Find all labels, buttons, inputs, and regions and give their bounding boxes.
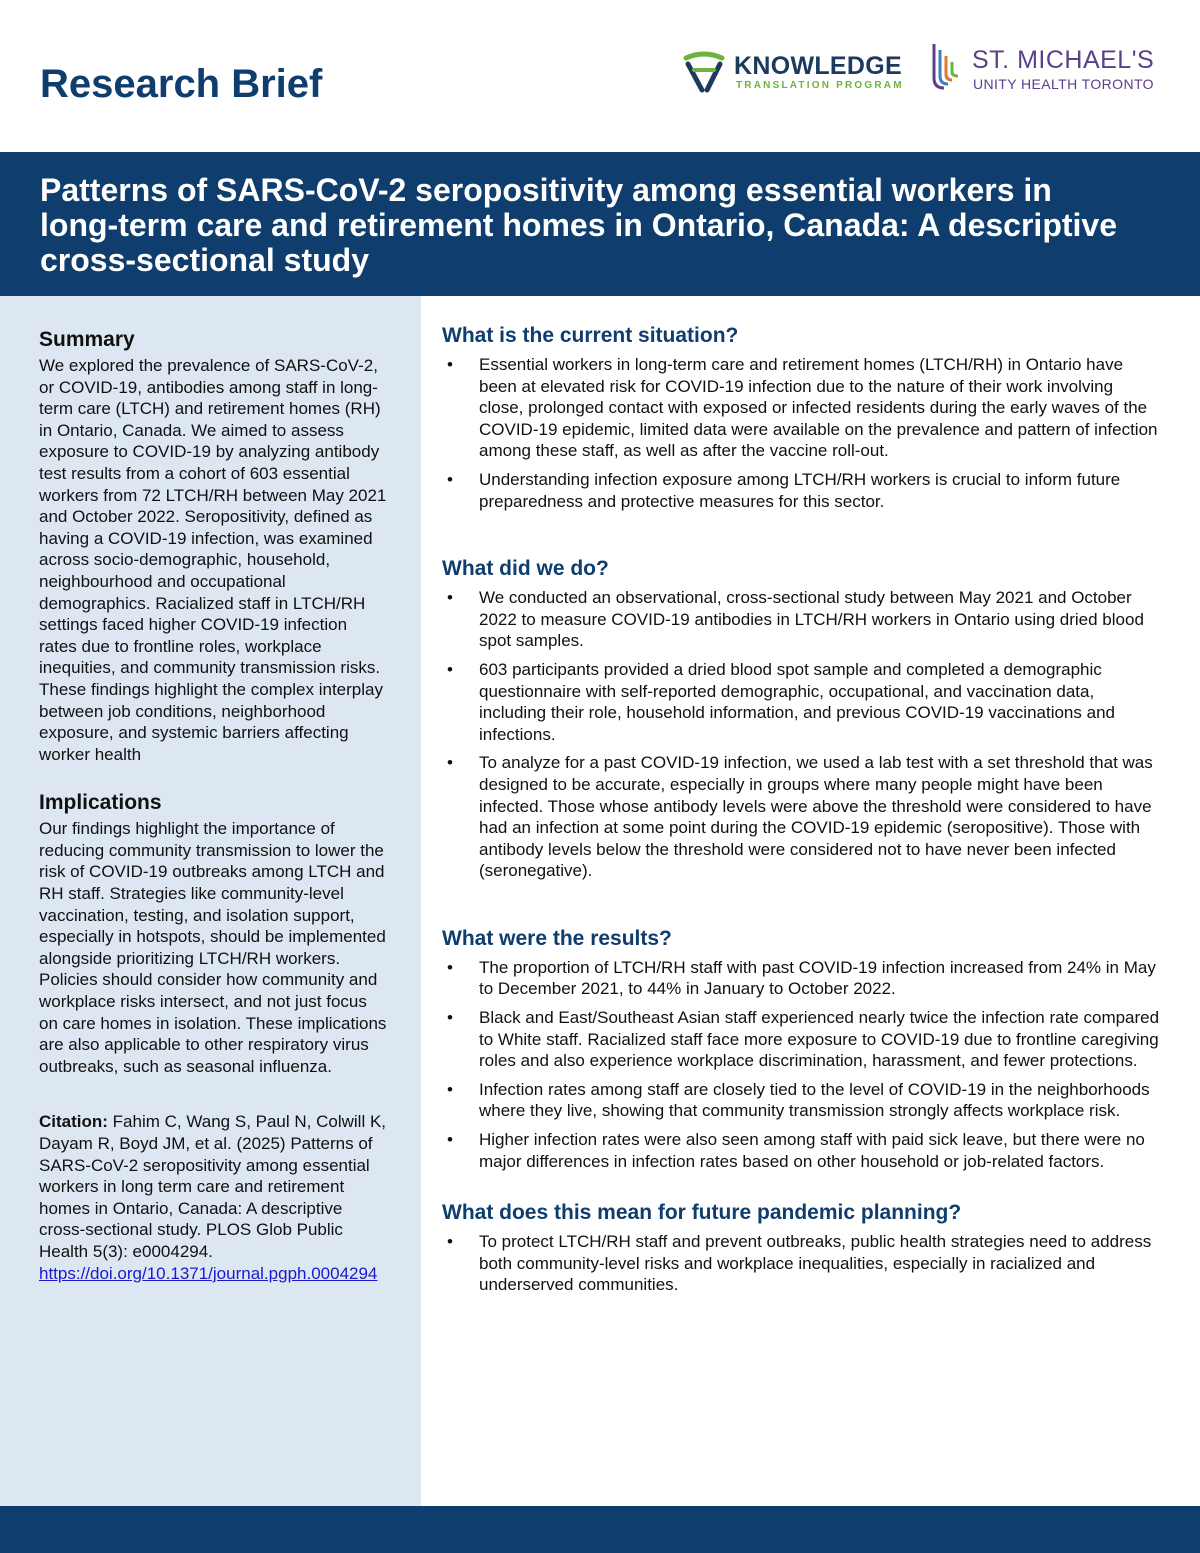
main-content [442, 324, 1162, 1303]
bullet-list [442, 1231, 1162, 1296]
section-heading: What were the results? [442, 926, 672, 950]
section-current-situation [442, 324, 1162, 512]
bullet-item: • Higher infection rates were also seen among staff with paid sick leave, but there were no major differences in infection rates based on other household or job-related factors. [442, 1129, 1162, 1172]
study-title: Patterns of SARS-CoV-2 seropositivity among essential workers in long-term care and retirement homes in Ontario, Canada: A descriptive cross-sectional study [40, 172, 1117, 278]
citation-doi-link[interactable]: https://doi.org/10.1371/journal.pgph.0004294 [39, 1263, 378, 1283]
bullet-list [442, 957, 1162, 1172]
section-heading: What is the current situation? [442, 324, 739, 347]
title-banner [0, 152, 1200, 296]
st-michaels-logo-subtitle: UNITY HEALTH TORONTO [973, 76, 1154, 92]
bullet-list [442, 587, 1162, 882]
sidebar [0, 296, 421, 1506]
bullet-item: • 603 participants provided a dried blood spot sample and completed a demographic questionnaire with self-reported demographic, occupational, and vaccination data, including their role, household information, and previous COVID-19 vaccinations and infections. [442, 659, 1162, 745]
st-michaels-logo-name: ST. MICHAEL'S [972, 46, 1155, 74]
ktp-logo-subtitle: TRANSLATION PROGRAM [736, 80, 904, 91]
bullet-item: • Essential workers in long-term care and retirement homes (LTCH/RH) in Ontario have been at elevated risk for COVID-19 infection due to the nature of their work involving close, prolonged contact with exposed or infected residents during the early waves of the COVID-19 epidemic, limited data were available on the prevalence and pattern of infection among these staff, as well as after the vaccine roll-out. [442, 354, 1162, 462]
page-header [0, 0, 1200, 152]
citation [39, 1111, 389, 1284]
bullet-item: • We conducted an observational, cross-sectional study between May 2021 and October 2022 to measure COVID-19 antibodies in LTCH/RH workers in Ontario using dried blood spot samples. [442, 587, 1162, 652]
ktp-logo-name: KNOWLEDGE [734, 52, 902, 80]
st-michaels-logo [928, 40, 1178, 96]
section-heading: What did we do? [442, 557, 609, 581]
ktp-logo-icon [680, 48, 728, 98]
bullet-item: • Infection rates among staff are closely tied to the level of COVID-19 in the neighborhoods where they live, showing that community transmission strongly affects workplace risk. [442, 1079, 1162, 1122]
citation-text: Fahim C, Wang S, Paul N, Colwill K, Dayam R, Boyd JM, et al. (2025) Patterns of SARS-CoV-2 seropositivity among essential workers in long term care and retirement homes in Ontario, Canada: A descriptive cross-sectional study. PLOS Glob Public Health 5(3): e0004294. [39, 1112, 387, 1261]
citation-label: Citation: [39, 1112, 108, 1132]
st-michaels-logo-icon [928, 40, 966, 94]
summary-text: We explored the prevalence of SARS-CoV-2, or COVID-19, antibodies among staff in long-term care (LTCH) and retirement homes (RH) in Ontario, Canada. We aimed to assess exposure to COVID-19 by analyzing antibody test results from a cohort of 603 essential workers from 72 LTCH/RH between May 2021 and October 2022. Seropositivity, defined as having a COVID-19 infection, was examined across socio-demographic, household, neighbourhood and occupational demographics. Racialized staff in LTCH/RH settings faced higher COVID-19 infection rates due to frontline roles, workplace inequities, and community transmission risks. These findings highlight the complex interplay between job conditions, neighborhood exposure, and systemic barriers affecting worker health [39, 356, 387, 764]
implications-text: Our findings highlight the importance of reducing community transmission to lower the risk of COVID-19 outbreaks among LTCH and RH staff. Strategies like community-level vaccination, testing, and isolation support, especially in hotspots, should be implemented alongside prioritizing LTCH/RH workers. Policies should consider how community and workplace risks intersect, and not just focus on care homes in isolation. These implications are also applicable to other respiratory virus outbreaks, such as seasonal influenza. [39, 819, 387, 1076]
footer-bar [0, 1506, 1200, 1553]
bullet-item: • To protect LTCH/RH staff and prevent outbreaks, public health strategies need to address both community-level risks and workplace inequalities, especially in racialized and underserved communities. [442, 1231, 1162, 1296]
section-heading: What does this mean for future pandemic planning? [442, 1201, 962, 1225]
section-future-planning [442, 1201, 1162, 1296]
section-what-did-we-do [442, 557, 1162, 882]
implications-heading: Implications [39, 791, 162, 815]
summary-heading: Summary [39, 328, 135, 351]
bullet-item: • To analyze for a past COVID-19 infection, we used a lab test with a set threshold that was designed to be accurate, especially in groups where many people might have been infected. Those whose antibody levels were above the threshold were considered to have had an infection at some point during the COVID-19 epidemic (seropositive). Those with antibody levels below the threshold were considered not to have never been infected (seronegative). [442, 752, 1162, 882]
bullet-item: • The proportion of LTCH/RH staff with past COVID-19 infection increased from 24% in May to December 2021, to 44% in January to October 2022. [442, 957, 1162, 1000]
bullet-item: • Understanding infection exposure among LTCH/RH workers is crucial to inform future preparedness and protective measures for this sector. [442, 469, 1162, 512]
sidebar-content [39, 328, 389, 1284]
knowledge-translation-program-logo [680, 48, 910, 98]
section-results [442, 927, 1162, 1172]
bullet-item: • Black and East/Southeast Asian staff experienced nearly twice the infection rate compared to White staff. Racialized staff face more exposure to COVID-19 due to frontline caregiving roles and also experience workplace discrimination, harassment, and fewer protections. [442, 1007, 1162, 1072]
bullet-list [442, 354, 1162, 512]
research-brief-label: Research Brief [40, 62, 323, 106]
